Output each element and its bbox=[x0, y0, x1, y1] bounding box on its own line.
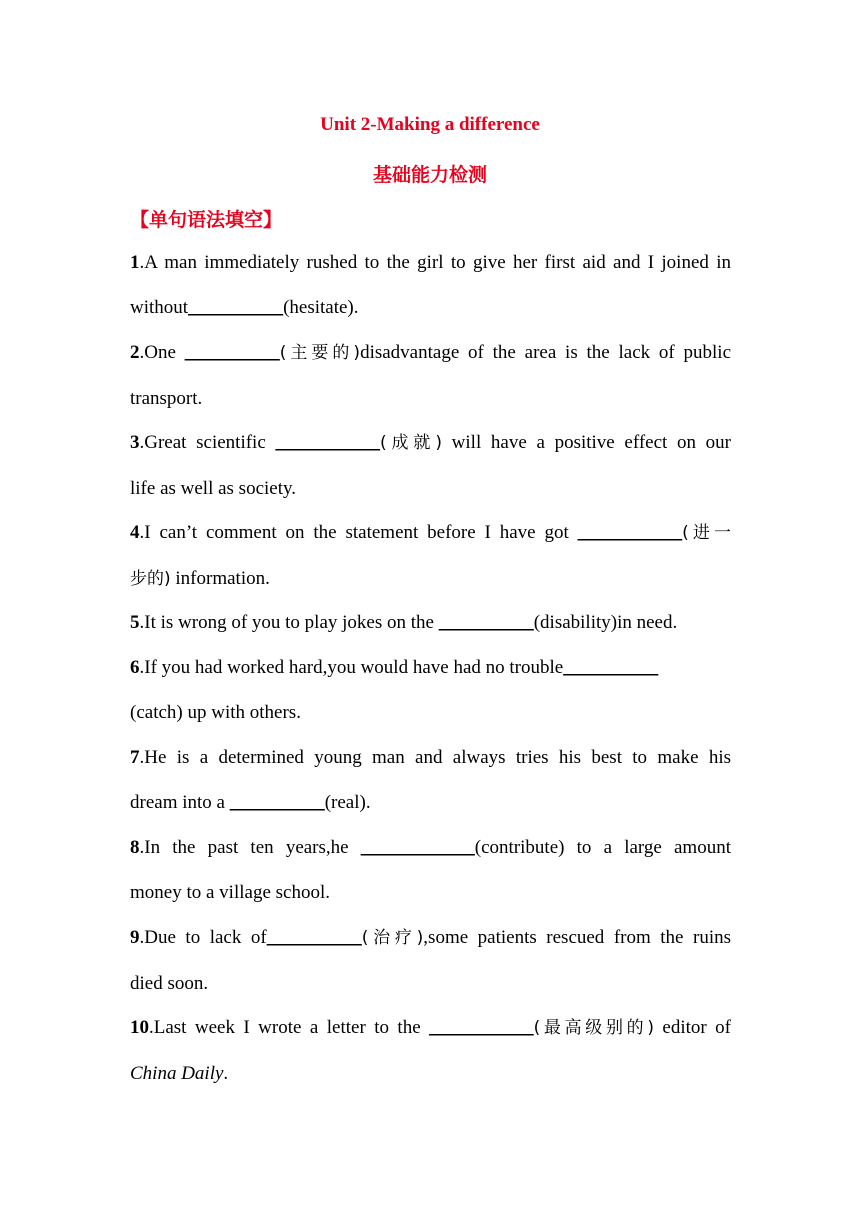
question-4-line-1 bbox=[130, 510, 731, 556]
question-text: disadvantage of the area is the lack of public bbox=[360, 342, 732, 363]
question-number: 1 bbox=[130, 252, 140, 273]
question-8 bbox=[130, 825, 731, 915]
question-text: .If you had worked hard,you would have had no trouble bbox=[139, 657, 564, 678]
answer-blank[interactable]: __________ bbox=[188, 297, 284, 318]
answer-blank[interactable]: __________ bbox=[266, 927, 362, 948]
question-text: .In the past ten years,he bbox=[139, 837, 361, 858]
answer-blank[interactable]: ___________ bbox=[577, 522, 683, 543]
hint-text: (最高级别的) bbox=[533, 1018, 654, 1038]
question-10-line-1 bbox=[130, 1005, 731, 1051]
question-text: will have a positive effect on our bbox=[442, 432, 731, 453]
answer-blank[interactable]: ____________ bbox=[360, 837, 475, 858]
question-text: (disability)in need. bbox=[533, 612, 678, 633]
hint-text: (进一 bbox=[682, 523, 731, 543]
answer-blank[interactable]: __________ bbox=[184, 342, 280, 363]
hint-text: (治疗) bbox=[361, 928, 424, 948]
question-9 bbox=[130, 915, 731, 1006]
newspaper-title: China Daily bbox=[130, 1063, 224, 1084]
question-6-line-2: (catch) up with others. bbox=[130, 702, 301, 723]
hint-text: (成就) bbox=[379, 433, 442, 453]
question-1 bbox=[130, 240, 731, 330]
question-5 bbox=[130, 600, 731, 645]
question-text: without bbox=[130, 297, 189, 318]
question-text: information. bbox=[170, 568, 270, 589]
question-text: (hesitate). bbox=[283, 297, 359, 318]
answer-blank[interactable]: ___________ bbox=[275, 432, 380, 453]
question-text: (contribute) to a large amount bbox=[474, 837, 731, 858]
question-text: .A man immediately rushed to the girl to give her first aid and I joined in bbox=[139, 252, 731, 273]
question-4-line-2 bbox=[130, 556, 731, 602]
question-2 bbox=[130, 330, 731, 421]
answer-blank[interactable]: __________ bbox=[563, 657, 659, 678]
answer-blank[interactable]: ___________ bbox=[429, 1017, 534, 1038]
question-10 bbox=[130, 1005, 731, 1096]
question-2-line-2: transport. bbox=[130, 388, 203, 409]
question-text: dream into a bbox=[130, 792, 230, 813]
question-text: .Due to lack of bbox=[139, 927, 267, 948]
question-number: 4 bbox=[130, 522, 140, 543]
question-9-line-1 bbox=[130, 915, 731, 961]
page-title: Unit 2-Making a difference bbox=[320, 114, 540, 135]
question-2-line-1 bbox=[130, 330, 731, 376]
hint-text: 步的) bbox=[130, 569, 171, 589]
question-7-line-2 bbox=[130, 780, 731, 825]
question-text: .One bbox=[139, 342, 185, 363]
question-3-line-2: life as well as society. bbox=[130, 478, 297, 499]
question-3 bbox=[130, 420, 731, 511]
question-text: (real). bbox=[324, 792, 371, 813]
question-7 bbox=[130, 735, 731, 825]
question-7-line-1 bbox=[130, 735, 731, 780]
answer-blank[interactable]: __________ bbox=[438, 612, 534, 633]
question-text: .It is wrong of you to play jokes on the bbox=[139, 612, 439, 633]
page-subtitle: 基础能力检测 bbox=[372, 164, 487, 186]
question-text: .I can’t comment on the statement before I have got bbox=[139, 522, 578, 543]
question-number: 2 bbox=[130, 342, 140, 363]
question-number: 5 bbox=[130, 612, 140, 633]
question-9-line-2: died soon. bbox=[130, 973, 209, 994]
question-text: editor of bbox=[653, 1017, 732, 1038]
answer-blank[interactable]: __________ bbox=[229, 792, 325, 813]
question-1-line-2 bbox=[130, 285, 731, 330]
question-text: .He is a determined young man and always tries his best to make his bbox=[139, 747, 731, 768]
question-4 bbox=[130, 510, 731, 602]
question-number: 8 bbox=[130, 837, 140, 858]
question-text: . bbox=[223, 1063, 229, 1084]
question-5-line-1 bbox=[130, 600, 731, 645]
question-text: ,some patients rescued from the ruins bbox=[423, 927, 732, 948]
question-10-line-2 bbox=[130, 1051, 731, 1096]
question-1-line-1 bbox=[130, 240, 731, 285]
question-number: 9 bbox=[130, 927, 140, 948]
question-text: .Last week I wrote a letter to the bbox=[149, 1017, 430, 1038]
question-3-line-1 bbox=[130, 420, 731, 466]
question-text: .Great scientific bbox=[139, 432, 276, 453]
question-number: 6 bbox=[130, 657, 140, 678]
question-number: 10 bbox=[130, 1017, 149, 1038]
hint-text: (主要的) bbox=[279, 343, 361, 363]
section-heading: 【单句语法填空】 bbox=[130, 209, 283, 231]
question-6 bbox=[130, 645, 731, 735]
question-number: 7 bbox=[130, 747, 140, 768]
question-number: 3 bbox=[130, 432, 140, 453]
question-6-line-1 bbox=[130, 645, 731, 690]
question-8-line-2: money to a village school. bbox=[130, 882, 330, 903]
question-8-line-1 bbox=[130, 825, 731, 870]
